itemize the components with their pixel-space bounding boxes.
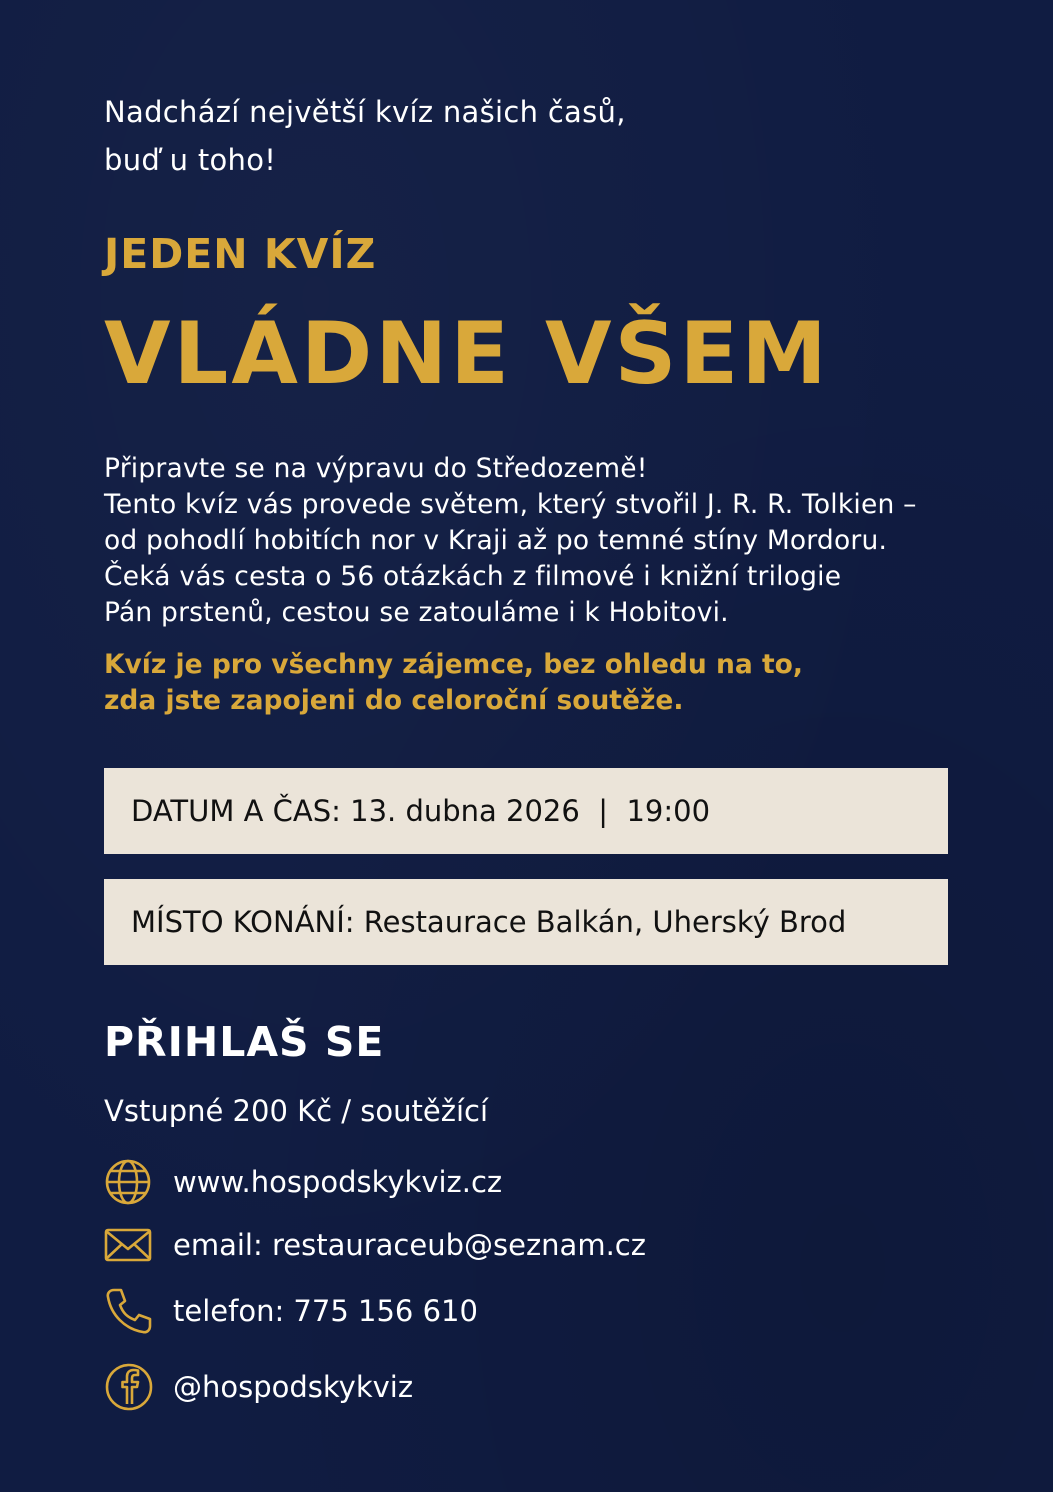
- intro-line: buď u toho!: [104, 143, 277, 177]
- globe-icon: [104, 1156, 156, 1208]
- headline-title: VLÁDNE VŠEM: [104, 304, 830, 404]
- description-line: Čeká vás cesta o 56 otázkách z filmové i knižní trilogie: [104, 561, 842, 592]
- highlight-note: [104, 647, 803, 719]
- contact-email[interactable]: [104, 1219, 646, 1271]
- description-line: od pohodlí hobitích nor v Kraji až po temné stíny Mordoru.: [104, 525, 888, 556]
- kicker-title: JEDEN KVÍZ: [104, 230, 377, 278]
- description: [104, 451, 917, 631]
- description-line: Tento kvíz vás provede světem, který stvořil J. R. R. Tolkien –: [104, 489, 917, 520]
- contact-web[interactable]: [104, 1156, 502, 1208]
- envelope-icon: [104, 1219, 156, 1271]
- contact-phone[interactable]: [104, 1285, 478, 1337]
- datetime-box: DATUM A ČAS: 13. dubna 2026 | 19:00: [104, 768, 948, 854]
- facebook-icon: [104, 1361, 156, 1413]
- contact-facebook[interactable]: [104, 1361, 413, 1413]
- highlight-line: zda jste zapojeni do celoroční soutěže.: [104, 685, 684, 716]
- description-line: Pán prstenů, cestou se zatouláme i k Hobitovi.: [104, 597, 729, 628]
- phone-icon: [104, 1285, 156, 1337]
- website-link[interactable]: www.hospodskykviz.cz: [173, 1165, 503, 1199]
- intro-text: [104, 88, 626, 184]
- venue-box: MÍSTO KONÁNÍ: Restaurace Balkán, Uherský Brod: [104, 879, 948, 965]
- highlight-line: Kvíz je pro všechny zájemce, bez ohledu na to,: [104, 649, 803, 680]
- description-line: Připravte se na výpravu do Středozemě!: [104, 453, 648, 484]
- intro-line: Nadchází největší kvíz našich časů,: [104, 95, 626, 129]
- facebook-handle[interactable]: @hospodskykviz: [173, 1370, 414, 1404]
- email-link[interactable]: email: restauraceub@seznam.cz: [173, 1228, 646, 1262]
- entry-fee: Vstupné 200 Kč / soutěžící: [104, 1094, 489, 1128]
- signup-title: PŘIHLAŠ SE: [104, 1018, 385, 1066]
- phone-number[interactable]: telefon: 775 156 610: [173, 1294, 478, 1328]
